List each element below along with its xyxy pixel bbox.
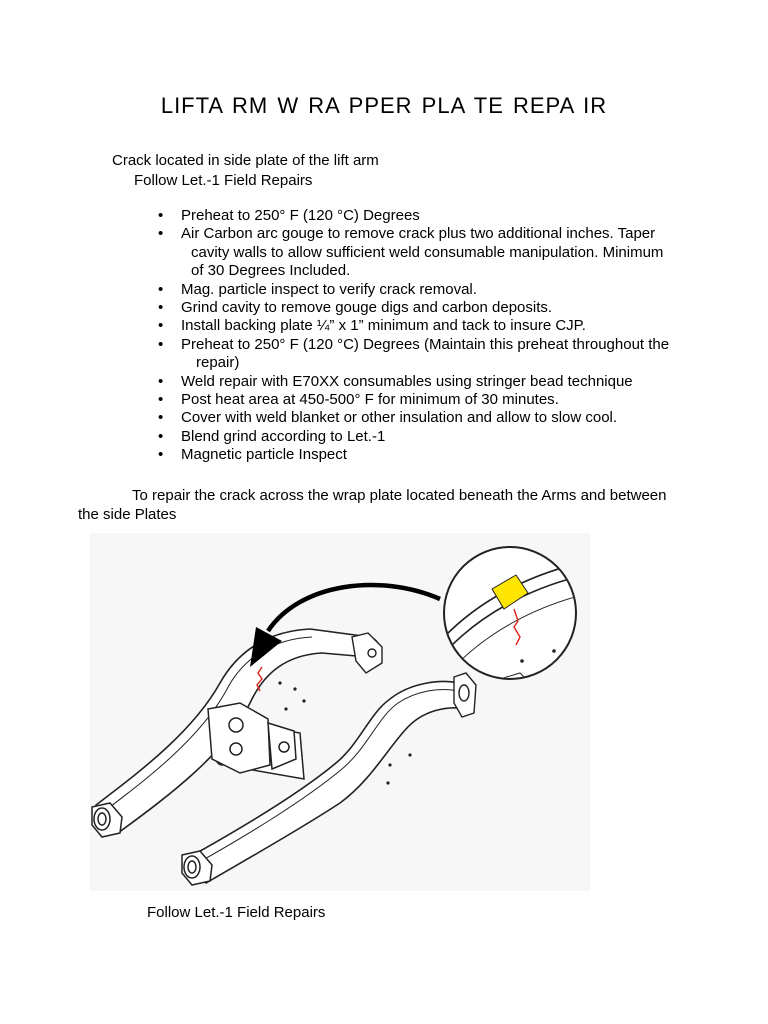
lift-arm-illustration [90, 533, 590, 891]
list-item: • Blend grind according to Let.-1 [158, 428, 698, 446]
footer-reference: Follow Let.-1 Field Repairs [147, 904, 326, 921]
lift-arm-drawing [90, 533, 590, 891]
list-item: • Install backing plate ¼” x 1” minimum and tack to insure CJP. [158, 317, 698, 335]
list-item: • Preheat to 250° F (120 °C) Degrees [158, 207, 698, 225]
list-item: • Weld repair with E70XX consumables using stringer bead technique [158, 373, 698, 391]
list-item: • Magnetic particle Inspect [158, 446, 698, 464]
repair-steps-list [158, 207, 698, 465]
intro-reference: Follow Let.-1 Field Repairs [134, 172, 313, 189]
list-item: • Preheat to 250° F (120 °C) Degrees (Maintain this preheat throughout the repair) [158, 336, 698, 373]
wrap-plate-paragraph: To repair the crack across the wrap plate located beneath the Arms and between the side Plates [78, 487, 667, 523]
list-item: • Grind cavity to remove gouge digs and carbon deposits. [158, 299, 698, 317]
intro-line: Crack located in side plate of the lift arm [112, 152, 379, 169]
list-item: • Cover with weld blanket or other insulation and allow to slow cool. [158, 409, 698, 427]
page-title: LIFTA RM W RA PPER PLA TE REPA IR [160, 93, 608, 118]
list-item: • Mag. particle inspect to verify crack removal. [158, 281, 698, 299]
list-item: • Air Carbon arc gouge to remove crack plus two additional inches. Taper cavity walls to allow sufficient weld consumable manipulation. Minimum of 30 Degrees Included. [158, 225, 698, 280]
list-item: • Post heat area at 450-500° F for minimum of 30 minutes. [158, 391, 698, 409]
